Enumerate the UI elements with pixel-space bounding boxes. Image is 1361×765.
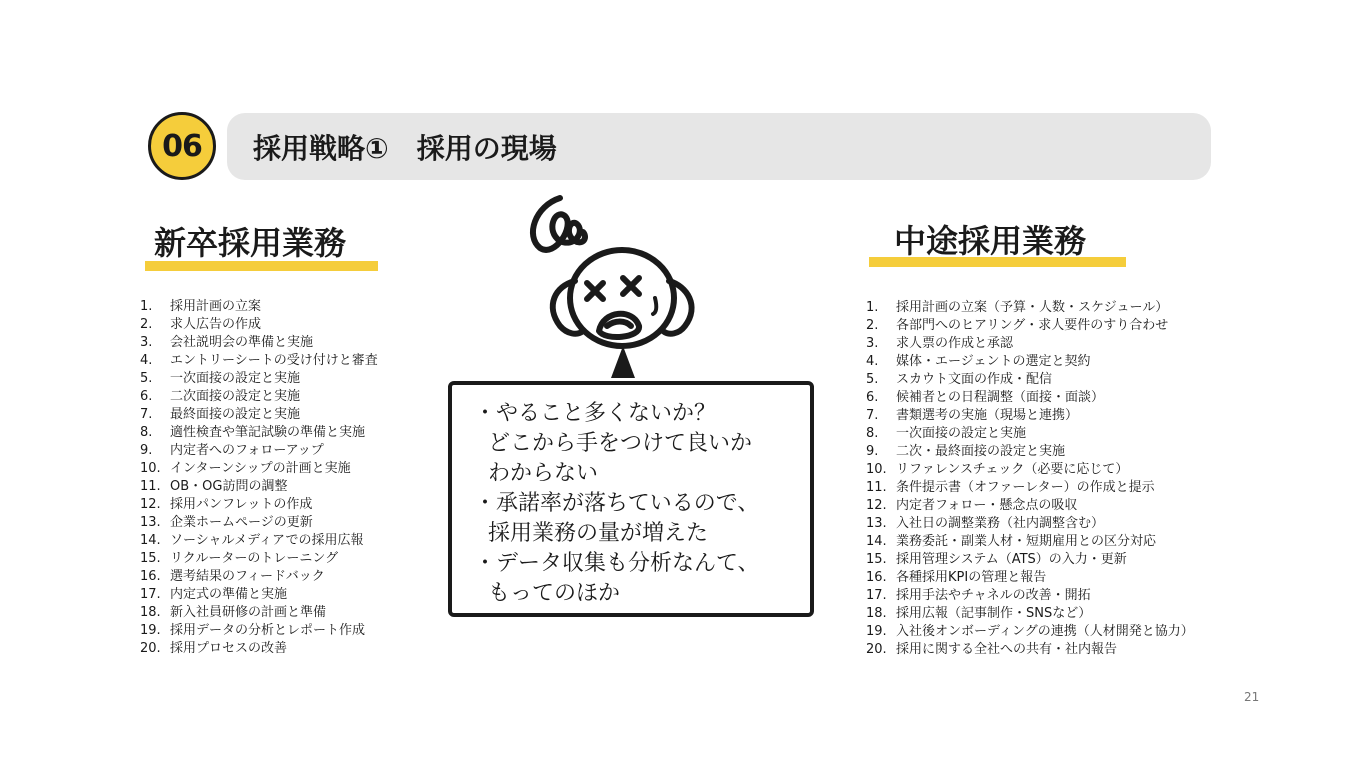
list-item-text: 一次面接の設定と実施 xyxy=(896,426,1027,441)
list-item xyxy=(140,496,378,514)
list-item xyxy=(140,442,378,460)
list-item xyxy=(140,406,378,424)
list-item xyxy=(140,388,378,406)
list-item-text: 採用手法やチャネルの改善・開拓 xyxy=(896,588,1091,603)
list-item-text: 書類選考の実施（現場と連携） xyxy=(896,408,1079,423)
list-item-text: 会社説明会の準備と実施 xyxy=(170,335,314,350)
list-item xyxy=(140,550,378,568)
list-item-text: スカウト文面の作成・配信 xyxy=(896,372,1053,387)
list-item xyxy=(866,623,1194,641)
list-item-number: 8. xyxy=(140,425,153,440)
list-item-number: 18. xyxy=(140,605,161,620)
list-item-text: 入社後オンボーディングの連携（人材開発と協力） xyxy=(896,624,1194,639)
list-item-number: 17. xyxy=(140,587,161,602)
list-item-number: 14. xyxy=(866,534,887,549)
list-item-text: 内定者へのフォローアップ xyxy=(170,443,324,458)
list-item-number: 2. xyxy=(866,318,879,333)
title-bar xyxy=(227,113,1211,180)
list-item-text: 各種採用KPIの管理と報告 xyxy=(896,570,1047,585)
speech-pointer xyxy=(611,346,635,378)
speech-line: わからない xyxy=(488,461,599,486)
list-item-text: 採用パンフレットの作成 xyxy=(170,497,313,512)
page-title: 採用戦略① 採用の現場 xyxy=(253,131,557,165)
list-item xyxy=(866,461,1194,479)
speech-box xyxy=(448,381,814,617)
list-item-text: 選考結果のフィードバック xyxy=(170,569,325,584)
list-item xyxy=(140,298,378,316)
list-item-number: 15. xyxy=(140,551,161,566)
list-item-number: 3. xyxy=(866,336,879,351)
list-item-text: 最終面接の設定と実施 xyxy=(170,407,301,422)
list-item xyxy=(866,335,1194,353)
list-item xyxy=(866,425,1194,443)
list-item xyxy=(866,317,1194,335)
list-item-text: ソーシャルメディアでの採用広報 xyxy=(170,533,364,548)
speech-line: ・データ収集も分析なんて、 xyxy=(474,551,760,576)
list-item-number: 13. xyxy=(866,516,887,531)
list-item-number: 1. xyxy=(866,300,879,315)
list-item-number: 11. xyxy=(866,480,887,495)
list-item xyxy=(140,424,378,442)
speech-line: どこから手をつけて良いか xyxy=(488,431,753,456)
list-item-number: 15. xyxy=(866,552,887,567)
list-item xyxy=(866,299,1194,317)
list-item xyxy=(866,407,1194,425)
confused-face-icon xyxy=(515,186,715,356)
list-item-number: 6. xyxy=(866,390,879,405)
list-item-number: 20. xyxy=(866,642,887,657)
list-item-number: 5. xyxy=(140,371,153,386)
list-item-number: 2. xyxy=(140,317,153,332)
speech-line: ・承諾率が落ちているので、 xyxy=(474,491,760,516)
list-item xyxy=(866,641,1194,659)
list-item-number: 5. xyxy=(866,372,879,387)
list-item-number: 6. xyxy=(140,389,153,404)
list-item-text: 求人票の作成と承認 xyxy=(896,336,1014,351)
list-item xyxy=(866,371,1194,389)
list-item-text: 各部門へのヒアリング・求人要件のすり合わせ xyxy=(896,318,1169,333)
speech-line: 採用業務の量が増えた xyxy=(488,521,709,546)
list-item-number: 8. xyxy=(866,426,879,441)
list-item xyxy=(140,352,378,370)
list-item-number: 16. xyxy=(866,570,887,585)
right-section-heading: 中途採用業務 xyxy=(894,222,1087,260)
speech-line: もってのほか xyxy=(488,581,621,606)
list-item-number: 7. xyxy=(866,408,879,423)
list-item-text: 採用広報（記事制作・SNSなど） xyxy=(896,606,1092,621)
list-item xyxy=(140,460,378,478)
list-item xyxy=(140,316,378,334)
list-item xyxy=(140,586,378,604)
list-item xyxy=(140,514,378,532)
list-item xyxy=(866,605,1194,623)
list-item xyxy=(866,587,1194,605)
list-item-number: 17. xyxy=(866,588,887,603)
list-item-number: 12. xyxy=(140,497,161,512)
list-item-text: 内定式の準備と実施 xyxy=(170,587,288,602)
list-item xyxy=(140,640,378,658)
list-item xyxy=(140,604,378,622)
list-item-number: 19. xyxy=(140,623,161,638)
list-item-number: 7. xyxy=(140,407,153,422)
list-item-text: 採用管理システム（ATS）の入力・更新 xyxy=(896,552,1127,567)
list-item-number: 14. xyxy=(140,533,161,548)
list-item-text: 内定者フォロー・懸念点の吸収 xyxy=(896,498,1078,513)
list-item xyxy=(140,370,378,388)
list-item-text: 入社日の調整業務（社内調整含む） xyxy=(896,516,1105,531)
list-item-number: 10. xyxy=(866,462,887,477)
list-item-text: 企業ホームページの更新 xyxy=(170,515,313,530)
section-number-badge: 06 xyxy=(148,112,216,180)
list-item-number: 3. xyxy=(140,335,153,350)
list-item-text: 二次・最終面接の設定と実施 xyxy=(896,444,1066,459)
list-item xyxy=(866,533,1194,551)
list-item-text: 採用計画の立案（予算・人数・スケジュール） xyxy=(896,300,1169,315)
list-item-number: 13. xyxy=(140,515,161,530)
new-grad-task-list xyxy=(140,298,378,658)
list-item-number: 20. xyxy=(140,641,161,656)
list-item-number: 11. xyxy=(140,479,161,494)
list-item-text: 採用に関する全社への共有・社内報告 xyxy=(896,642,1118,657)
list-item xyxy=(866,515,1194,533)
list-item xyxy=(140,622,378,640)
list-item xyxy=(140,568,378,586)
list-item xyxy=(866,353,1194,371)
list-item xyxy=(866,443,1194,461)
list-item-number: 4. xyxy=(140,353,153,368)
list-item-text: インターンシップの計画と実施 xyxy=(170,461,351,476)
list-item-text: 求人広告の作成 xyxy=(170,317,262,332)
list-item xyxy=(140,478,378,496)
list-item xyxy=(866,497,1194,515)
list-item-number: 16. xyxy=(140,569,161,584)
list-item-text: 採用計画の立案 xyxy=(170,299,262,314)
list-item-number: 10. xyxy=(140,461,161,476)
list-item-text: エントリーシートの受け付けと審査 xyxy=(170,353,378,368)
list-item xyxy=(140,532,378,550)
list-item-text: 媒体・エージェントの選定と契約 xyxy=(896,354,1091,369)
list-item-text: 採用プロセスの改善 xyxy=(170,641,288,656)
mid-career-task-list xyxy=(866,299,1194,659)
list-item-text: 二次面接の設定と実施 xyxy=(170,389,301,404)
list-item xyxy=(866,479,1194,497)
list-item-number: 9. xyxy=(866,444,879,459)
list-item-number: 12. xyxy=(866,498,887,513)
list-item-text: 採用データの分析とレポート作成 xyxy=(170,623,366,638)
list-item-text: 業務委託・副業人材・短期雇用との区分対応 xyxy=(896,534,1157,549)
list-item xyxy=(866,551,1194,569)
list-item-text: OB・OG訪問の調整 xyxy=(170,479,288,494)
list-item-text: 適性検査や筆記試験の準備と実施 xyxy=(170,425,366,440)
list-item-number: 9. xyxy=(140,443,153,458)
list-item-text: リファレンスチェック（必要に応じて） xyxy=(896,462,1129,477)
list-item-text: 一次面接の設定と実施 xyxy=(170,371,301,386)
list-item xyxy=(140,334,378,352)
page-number: 21 xyxy=(1244,690,1260,704)
list-item xyxy=(866,569,1194,587)
list-item-number: 19. xyxy=(866,624,887,639)
list-item-text: 候補者との日程調整（面接・面談） xyxy=(896,390,1105,405)
left-section-heading: 新卒採用業務 xyxy=(154,224,347,262)
speech-line: ・やること多くないか？ xyxy=(474,401,717,426)
list-item-number: 1. xyxy=(140,299,153,314)
list-item-text: 新入社員研修の計画と準備 xyxy=(170,605,327,620)
list-item-text: リクルーターのトレーニング xyxy=(170,551,339,566)
list-item xyxy=(866,389,1194,407)
list-item-number: 18. xyxy=(866,606,887,621)
list-item-text: 条件提示書（オファーレター）の作成と提示 xyxy=(896,480,1155,495)
list-item-number: 4. xyxy=(866,354,879,369)
